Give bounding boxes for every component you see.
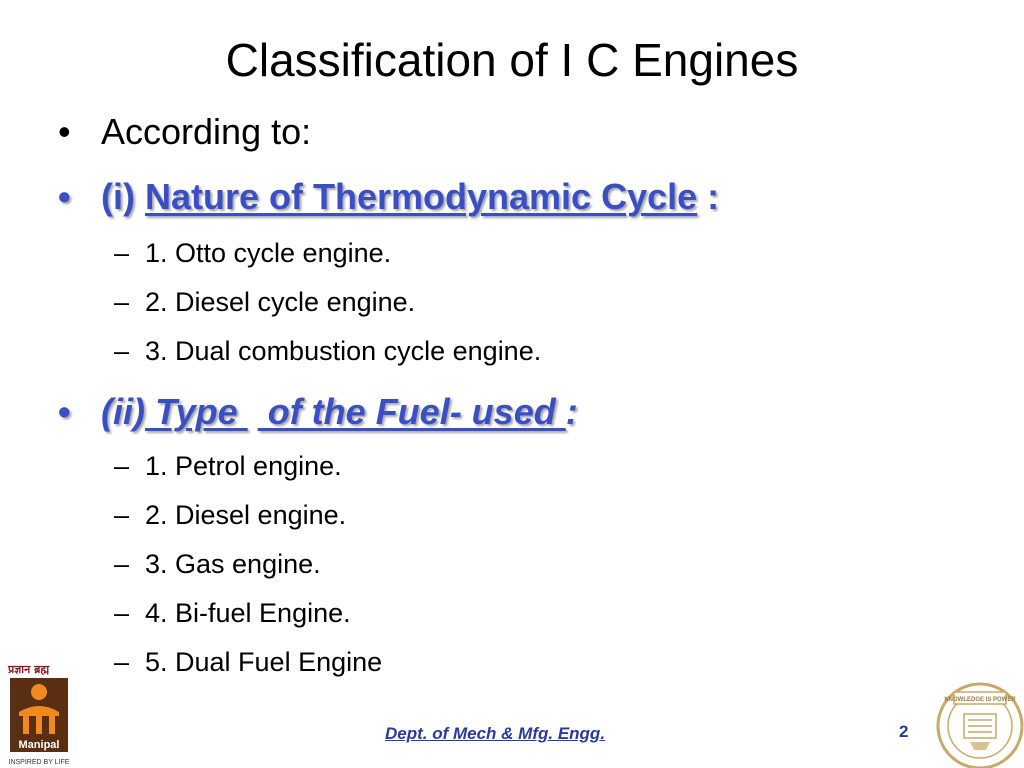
bullet-glyph: • [58, 176, 71, 217]
manipal-logo [6, 660, 72, 768]
list-item-text: 5. Dual Fuel Engine [145, 647, 383, 677]
list-item-text: 3. Dual combustion cycle engine. [145, 336, 542, 366]
section1-title: Nature of Thermodynamic Cycle [145, 176, 698, 217]
list-item-text: 2. Diesel engine. [145, 500, 347, 530]
list-item-text: 3. Gas engine. [145, 549, 321, 579]
dash-glyph: – [114, 451, 130, 481]
dash-glyph: – [114, 647, 130, 677]
bullet-glyph: • [58, 111, 71, 152]
bullet-glyph: • [58, 391, 71, 432]
section1-suffix: : [707, 176, 720, 217]
manipal-logo-head [31, 684, 47, 700]
list-item-text: 1. Petrol engine. [145, 451, 342, 481]
slide-title: Classification of I C Engines [225, 34, 799, 86]
section2-title-a: Type [144, 391, 248, 432]
list-item-text: 4. Bi-fuel Engine. [145, 598, 351, 628]
manipal-name: Manipal [18, 739, 60, 751]
dash-glyph: – [114, 336, 130, 366]
footer-department: Dept. of Mech & Mfg. Engg. [385, 724, 606, 743]
manipal-tagline: INSPIRED BY LIFE [8, 759, 70, 766]
seal-motto: KNOWLEDGE IS POWER [944, 697, 1016, 703]
manipal-hindi-text: प्रज्ञान ब्रह्म [8, 663, 50, 676]
section2-suffix: : [565, 391, 578, 432]
dash-glyph: – [114, 500, 130, 530]
dash-glyph: – [114, 238, 130, 268]
section2-title-b: of the Fuel- used [257, 391, 566, 432]
mit-seal-logo [930, 674, 1024, 768]
section1-heading-text [101, 175, 719, 219]
seal-shield [964, 714, 996, 738]
dash-glyph: – [114, 549, 130, 579]
dash-glyph: – [114, 287, 130, 317]
intro-text: According to: [101, 111, 312, 152]
dash-glyph: – [114, 598, 130, 628]
list-item-text: 2. Diesel cycle engine. [145, 287, 416, 317]
manipal-logo-figure [19, 706, 59, 734]
section2-label: (ii) [101, 391, 145, 432]
seal-base [970, 742, 990, 750]
list-item-text: 1. Otto cycle engine. [145, 238, 392, 268]
section2-heading-text [101, 390, 578, 434]
section1-label: (i) [101, 176, 135, 217]
slide-number: 2 [899, 722, 909, 741]
